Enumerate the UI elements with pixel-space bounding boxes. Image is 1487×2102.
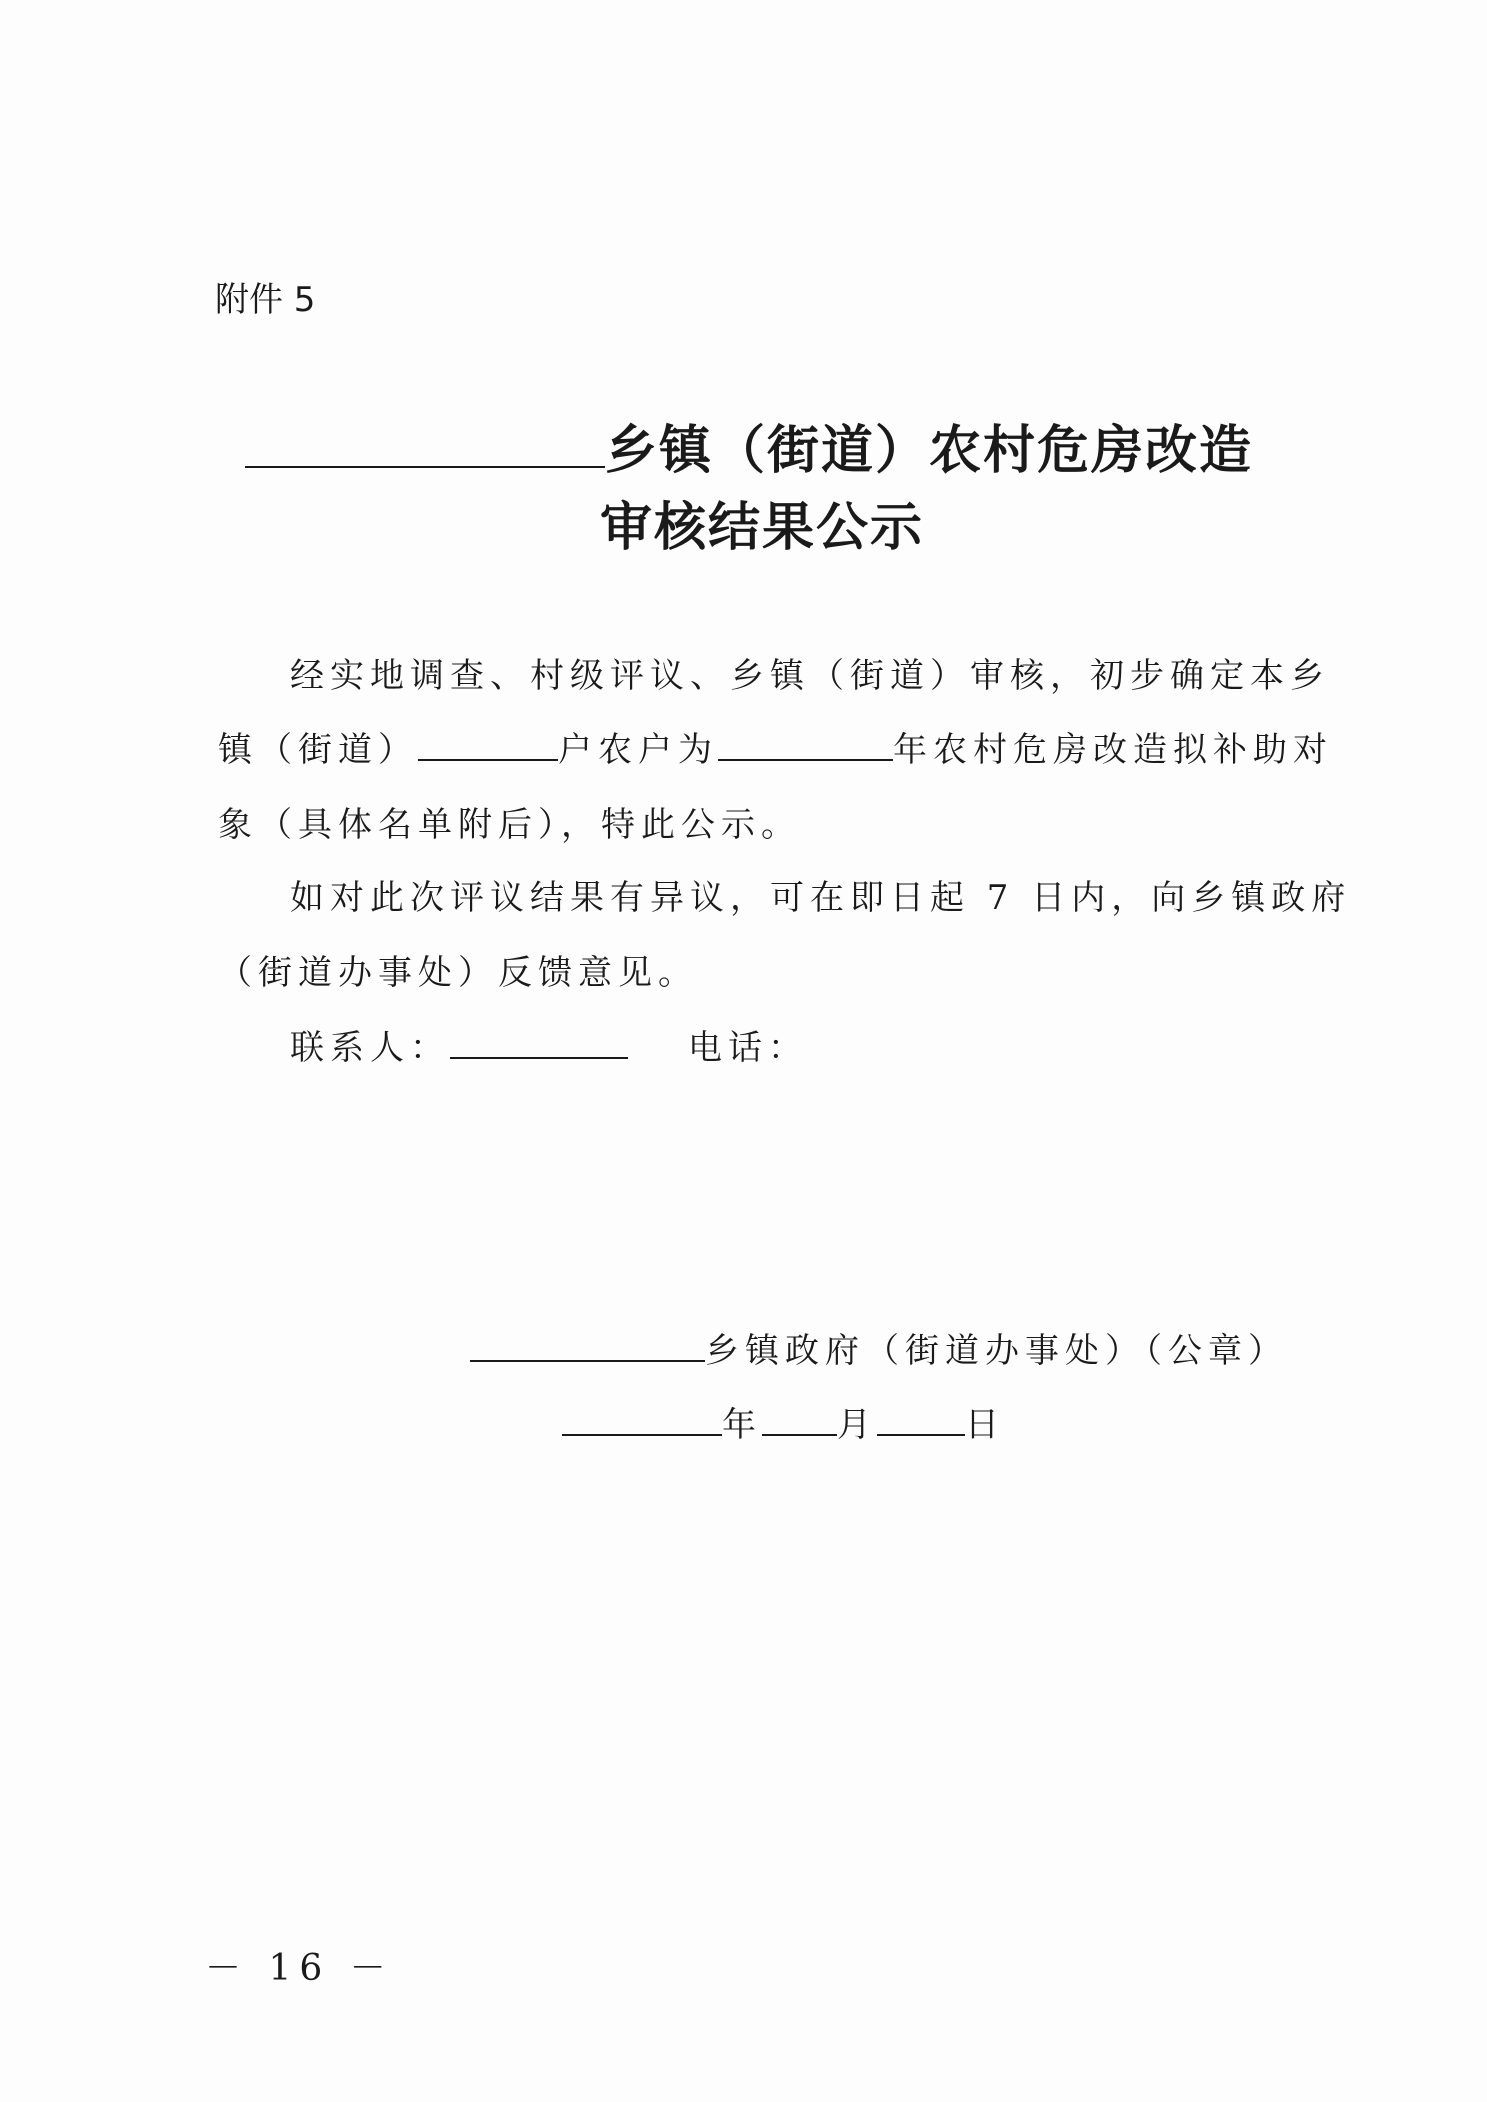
date-day-blank — [877, 1398, 965, 1436]
paragraph-1-line-1: 经实地调查、村级评议、乡镇（街道）审核，初步确定本乡 — [290, 656, 1330, 696]
paragraph-2-line-2: （街道办事处）反馈意见。 — [218, 953, 698, 993]
title-line-1-text: 乡镇（街道）农村危房改造 — [605, 421, 1254, 481]
attachment-label: 附件 5 — [215, 280, 316, 320]
signature-date-line — [562, 1397, 1005, 1446]
paragraph-1-line-2-a: 镇（街道） — [218, 730, 418, 770]
paragraph-2-line-1: 如对此次评议结果有异议，可在即日起 7 日内，向乡镇政府 — [290, 878, 1352, 918]
date-day-label: 日 — [965, 1405, 1005, 1445]
date-year-blank — [562, 1398, 722, 1436]
paragraph-1-line-2 — [218, 722, 1333, 771]
contact-label: 联系人： — [290, 1028, 450, 1068]
signature-org-text: 乡镇政府（街道办事处）（公章） — [705, 1331, 1288, 1371]
household-count-blank — [418, 723, 558, 761]
paragraph-1-line-2-b: 户农户为 — [558, 730, 718, 770]
title-line-1 — [245, 408, 1253, 483]
paragraph-1-line-3: 象（具体名单附后），特此公示。 — [218, 805, 801, 845]
date-month-blank — [762, 1398, 837, 1436]
date-year-label: 年 — [722, 1405, 762, 1445]
paragraph-1-line-2-c: 年农村危房改造拟补助对 — [893, 730, 1333, 770]
date-month-label: 月 — [837, 1405, 877, 1445]
title-line-2: 审核结果公示 — [600, 498, 925, 558]
town-name-blank — [245, 411, 605, 468]
page-number: － 16 － — [205, 1948, 394, 1989]
year-blank — [718, 723, 893, 761]
contact-blank — [450, 1021, 628, 1059]
phone-label: 电话： — [688, 1028, 808, 1068]
org-name-blank — [470, 1324, 705, 1362]
contact-line — [290, 1020, 808, 1069]
signature-org-line — [470, 1323, 1288, 1372]
